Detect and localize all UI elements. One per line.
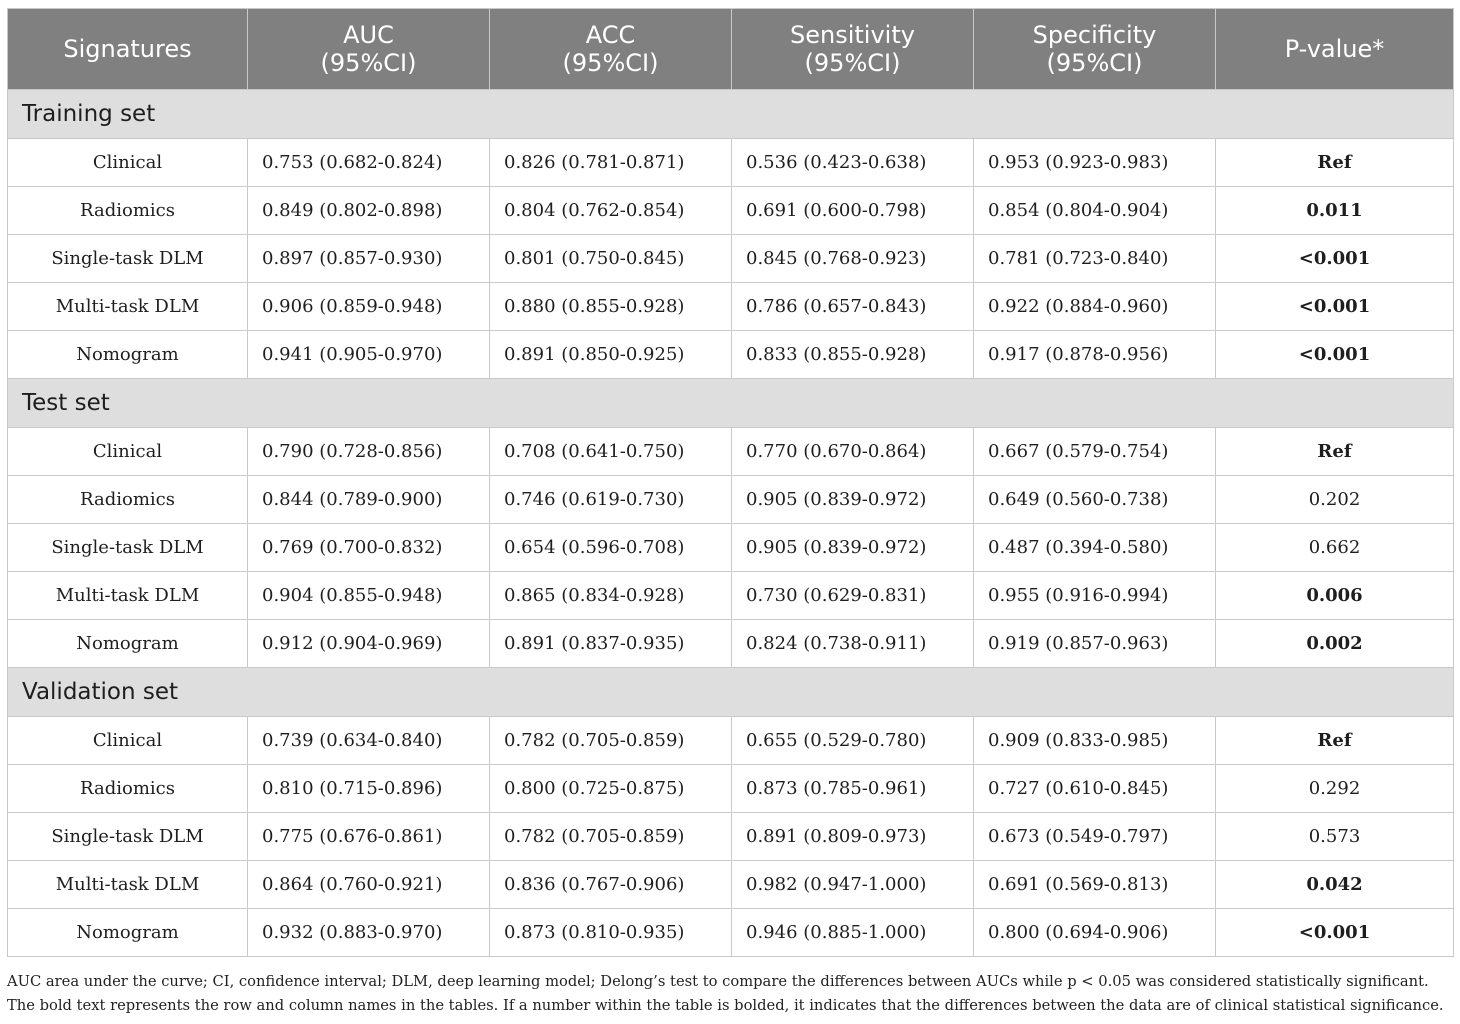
auc-cell: 0.844 (0.789-0.900) [248, 476, 490, 524]
acc-cell: 0.873 (0.810-0.935) [490, 909, 732, 957]
auc-cell: 0.753 (0.682-0.824) [248, 139, 490, 187]
acc-cell: 0.708 (0.641-0.750) [490, 428, 732, 476]
section-row [8, 379, 1454, 428]
specificity-cell: 0.955 (0.916-0.994) [974, 572, 1216, 620]
acc-cell: 0.782 (0.705-0.859) [490, 813, 732, 861]
signature-cell: Clinical [8, 717, 248, 765]
signature-cell: Nomogram [8, 331, 248, 379]
signature-cell: Nomogram [8, 909, 248, 957]
acc-cell: 0.880 (0.855-0.928) [490, 283, 732, 331]
table-row [8, 572, 1454, 620]
acc-cell: 0.891 (0.850-0.925) [490, 331, 732, 379]
signature-cell: Single-task DLM [8, 813, 248, 861]
table-row [8, 717, 1454, 765]
section-row [8, 668, 1454, 717]
signature-cell: Multi-task DLM [8, 572, 248, 620]
section-title: Training set [8, 90, 1454, 139]
table-row [8, 187, 1454, 235]
auc-cell: 0.790 (0.728-0.856) [248, 428, 490, 476]
header-auc: AUC (95%CI) [248, 9, 490, 90]
auc-cell: 0.775 (0.676-0.861) [248, 813, 490, 861]
specificity-cell: 0.909 (0.833-0.985) [974, 717, 1216, 765]
auc-cell: 0.906 (0.859-0.948) [248, 283, 490, 331]
acc-cell: 0.801 (0.750-0.845) [490, 235, 732, 283]
p-value-cell: <0.001 [1216, 909, 1454, 957]
auc-cell: 0.897 (0.857-0.930) [248, 235, 490, 283]
specificity-cell: 0.487 (0.394-0.580) [974, 524, 1216, 572]
table-row [8, 813, 1454, 861]
p-value-cell: 0.042 [1216, 861, 1454, 909]
p-value-cell: 0.011 [1216, 187, 1454, 235]
signature-cell: Multi-task DLM [8, 283, 248, 331]
table-row [8, 765, 1454, 813]
p-value-cell: 0.006 [1216, 572, 1454, 620]
signature-cell: Radiomics [8, 476, 248, 524]
table-row [8, 331, 1454, 379]
signature-cell: Clinical [8, 428, 248, 476]
p-value-cell: 0.202 [1216, 476, 1454, 524]
acc-cell: 0.800 (0.725-0.875) [490, 765, 732, 813]
acc-cell: 0.654 (0.596-0.708) [490, 524, 732, 572]
signature-cell: Single-task DLM [8, 524, 248, 572]
p-value-cell: 0.662 [1216, 524, 1454, 572]
p-value-cell: Ref [1216, 139, 1454, 187]
table-row [8, 476, 1454, 524]
auc-cell: 0.849 (0.802-0.898) [248, 187, 490, 235]
table-row [8, 524, 1454, 572]
signature-cell: Nomogram [8, 620, 248, 668]
specificity-cell: 0.917 (0.878-0.956) [974, 331, 1216, 379]
specificity-cell: 0.691 (0.569-0.813) [974, 861, 1216, 909]
sensitivity-cell: 0.770 (0.670-0.864) [732, 428, 974, 476]
header-sensitivity: Sensitivity (95%CI) [732, 9, 974, 90]
header-row [8, 9, 1454, 90]
auc-cell: 0.810 (0.715-0.896) [248, 765, 490, 813]
sensitivity-cell: 0.982 (0.947-1.000) [732, 861, 974, 909]
signature-cell: Clinical [8, 139, 248, 187]
acc-cell: 0.782 (0.705-0.859) [490, 717, 732, 765]
table-footnote: AUC area under the curve; CI, confidence interval; DLM, deep learning model; Delong’s test to compare the differences between AUCs while p < 0.05 was considered statistically significant. The bold text represents the row and column names in the tables. If a number within the table is bolded, it indicates that the differences between the data are of clinical statistical significance. [7, 973, 1444, 1014]
sensitivity-cell: 0.824 (0.738-0.911) [732, 620, 974, 668]
p-value-cell: <0.001 [1216, 235, 1454, 283]
section-title: Validation set [8, 668, 1454, 717]
table-row [8, 139, 1454, 187]
sensitivity-cell: 0.786 (0.657-0.843) [732, 283, 974, 331]
table-row [8, 235, 1454, 283]
table-row [8, 283, 1454, 331]
specificity-cell: 0.854 (0.804-0.904) [974, 187, 1216, 235]
sensitivity-cell: 0.905 (0.839-0.972) [732, 524, 974, 572]
signature-cell: Multi-task DLM [8, 861, 248, 909]
sensitivity-cell: 0.845 (0.768-0.923) [732, 235, 974, 283]
auc-cell: 0.941 (0.905-0.970) [248, 331, 490, 379]
table-row [8, 620, 1454, 668]
sensitivity-cell: 0.730 (0.629-0.831) [732, 572, 974, 620]
signature-cell: Radiomics [8, 765, 248, 813]
p-value-cell: 0.002 [1216, 620, 1454, 668]
p-value-cell: Ref [1216, 717, 1454, 765]
results-table [7, 8, 1454, 957]
p-value-cell: <0.001 [1216, 283, 1454, 331]
specificity-cell: 0.922 (0.884-0.960) [974, 283, 1216, 331]
table-row [8, 909, 1454, 957]
sensitivity-cell: 0.655 (0.529-0.780) [732, 717, 974, 765]
header-signatures: Signatures [8, 9, 248, 90]
auc-cell: 0.769 (0.700-0.832) [248, 524, 490, 572]
specificity-cell: 0.781 (0.723-0.840) [974, 235, 1216, 283]
p-value-cell: 0.573 [1216, 813, 1454, 861]
header-specificity: Specificity (95%CI) [974, 9, 1216, 90]
sensitivity-cell: 0.946 (0.885-1.000) [732, 909, 974, 957]
table-body [8, 90, 1454, 957]
acc-cell: 0.826 (0.781-0.871) [490, 139, 732, 187]
acc-cell: 0.804 (0.762-0.854) [490, 187, 732, 235]
specificity-cell: 0.953 (0.923-0.983) [974, 139, 1216, 187]
header-p-value: P-value* [1216, 9, 1454, 90]
table-row [8, 861, 1454, 909]
acc-cell: 0.746 (0.619-0.730) [490, 476, 732, 524]
section-row [8, 90, 1454, 139]
specificity-cell: 0.673 (0.549-0.797) [974, 813, 1216, 861]
results-table-container [7, 8, 1453, 957]
sensitivity-cell: 0.833 (0.855-0.928) [732, 331, 974, 379]
auc-cell: 0.912 (0.904-0.969) [248, 620, 490, 668]
signature-cell: Single-task DLM [8, 235, 248, 283]
auc-cell: 0.739 (0.634-0.840) [248, 717, 490, 765]
auc-cell: 0.864 (0.760-0.921) [248, 861, 490, 909]
specificity-cell: 0.919 (0.857-0.963) [974, 620, 1216, 668]
header-acc: ACC (95%CI) [490, 9, 732, 90]
sensitivity-cell: 0.873 (0.785-0.961) [732, 765, 974, 813]
specificity-cell: 0.649 (0.560-0.738) [974, 476, 1216, 524]
specificity-cell: 0.800 (0.694-0.906) [974, 909, 1216, 957]
table-row [8, 428, 1454, 476]
sensitivity-cell: 0.891 (0.809-0.973) [732, 813, 974, 861]
acc-cell: 0.836 (0.767-0.906) [490, 861, 732, 909]
p-value-cell: Ref [1216, 428, 1454, 476]
sensitivity-cell: 0.691 (0.600-0.798) [732, 187, 974, 235]
p-value-cell: <0.001 [1216, 331, 1454, 379]
specificity-cell: 0.667 (0.579-0.754) [974, 428, 1216, 476]
section-title: Test set [8, 379, 1454, 428]
signature-cell: Radiomics [8, 187, 248, 235]
p-value-cell: 0.292 [1216, 765, 1454, 813]
auc-cell: 0.904 (0.855-0.948) [248, 572, 490, 620]
acc-cell: 0.891 (0.837-0.935) [490, 620, 732, 668]
specificity-cell: 0.727 (0.610-0.845) [974, 765, 1216, 813]
acc-cell: 0.865 (0.834-0.928) [490, 572, 732, 620]
auc-cell: 0.932 (0.883-0.970) [248, 909, 490, 957]
sensitivity-cell: 0.905 (0.839-0.972) [732, 476, 974, 524]
sensitivity-cell: 0.536 (0.423-0.638) [732, 139, 974, 187]
